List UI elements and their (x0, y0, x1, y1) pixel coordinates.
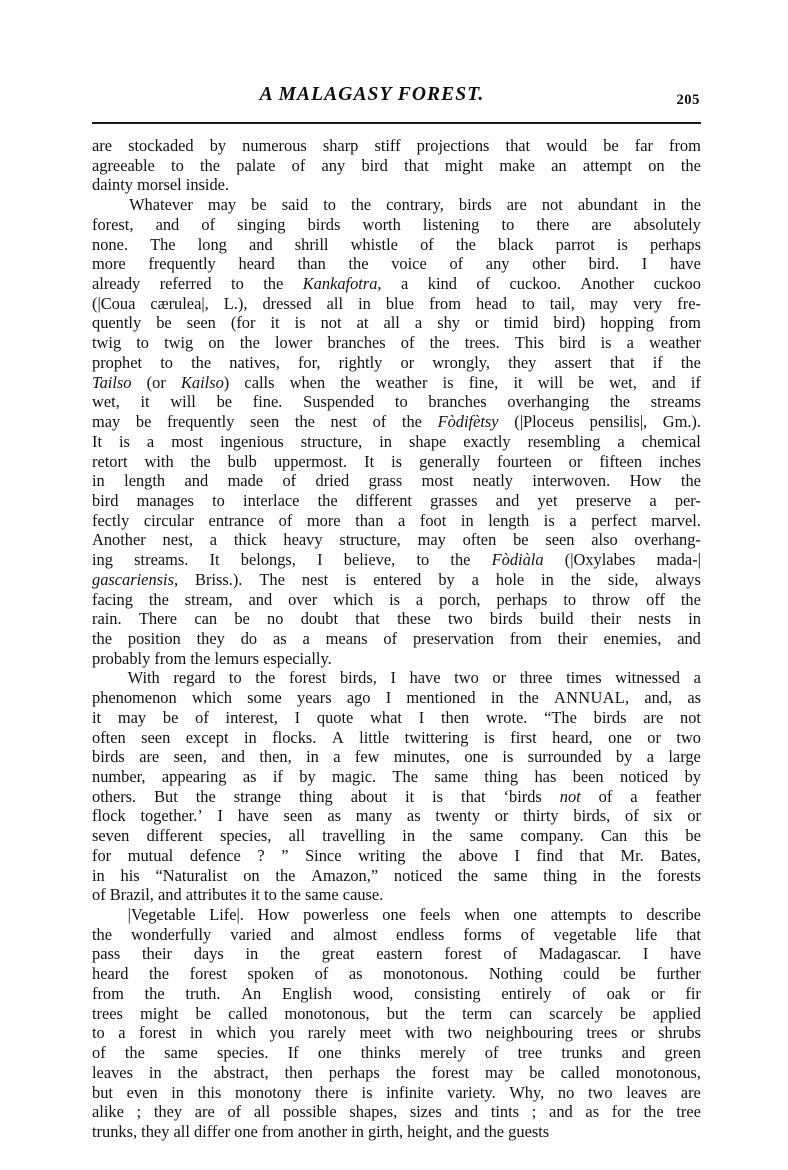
page-number: 205 (676, 92, 700, 108)
text-line: ing streams. It belongs, I believe, to the Fòdiàla (|Oxylabes mada-| (92, 550, 701, 570)
text-line: (|Coua cærulea|, L.), dressed all in blue from head to tail, may very fre- (92, 293, 701, 313)
text-line: agreeable to the palate of any bird that might make an attempt on the (92, 155, 701, 175)
paragraph (92, 136, 701, 195)
text-line: twig to twig on the lower branches of the trees. This bird is a weather (92, 333, 701, 353)
text-line: often seen except in flocks. A little twittering is first heard, one or two (92, 727, 701, 747)
text-line: heard the forest spoken of as monotonous. Nothing could be further (92, 964, 701, 984)
text-line: leaves in the abstract, then perhaps the forest may be called monotonous, (92, 1062, 701, 1082)
page-title: A MALAGASY FOREST. (259, 84, 485, 105)
text-line: are stockaded by numerous sharp stiff projections that would be far from (92, 136, 701, 155)
paragraph-indent (92, 905, 114, 925)
header-rule (92, 122, 701, 124)
paragraph-indent (92, 668, 114, 688)
text-line: of the same species. If one thinks merely of tree trunks and green (92, 1043, 701, 1063)
text-line: trunks, they all differ one from another in girth, height, and the guests (92, 1121, 550, 1141)
text-line: to a forest in which you rarely meet with two neighbouring trees or shrubs (92, 1023, 701, 1043)
text-line: none. The long and shrill whistle of the black parrot is perhaps (92, 234, 701, 254)
text-line: Whatever may be said to the contrary, birds are not abundant in the (92, 195, 701, 215)
text-line: dainty morsel inside. (92, 175, 230, 195)
text-line: it may be of interest, I quote what I then wrote. “The birds are not (92, 707, 701, 727)
text-line: already referred to the Kankafotra, a kind of cuckoo. Another cuckoo (92, 274, 701, 294)
text-line: probably from the lemurs especially. (92, 648, 332, 668)
text-line: may be frequently seen the nest of the Fòdifètsy (|Ploceus pensilis|, Gm.). (92, 412, 701, 432)
text-line: others. But the strange thing about it is that ‘birds not of a feather (92, 786, 701, 806)
text-line: in length and made of dried grass most neatly interwoven. How the (92, 471, 701, 491)
text-line: of Brazil, and attributes it to the same cause. (92, 885, 384, 905)
text-line: the wonderfully varied and almost endless forms of vegetable life that (92, 924, 701, 944)
text-line: fectly circular entrance of more than a foot in length is a perfect marvel. (92, 510, 701, 530)
text-line: in his “Naturalist on the Amazon,” noticed the same thing in the forests (92, 865, 701, 885)
text-line: for mutual defence ? ” Since writing the above I find that Mr. Bates, (92, 845, 701, 865)
paragraph (92, 668, 701, 905)
text-line: birds are seen, and then, in a few minutes, one is surrounded by a large (92, 747, 701, 767)
text-line: phenomenon which some years ago I mentioned in the ANNUAL, and, as (92, 688, 701, 708)
text-line: gascariensis, Briss.). The nest is entered by a hole in the side, always (92, 569, 701, 589)
text-line: the position they do as a means of preservation from their enemies, and (92, 628, 701, 648)
text-line: seven different species, all travelling in the same company. Can this be (92, 826, 701, 846)
text-line: trees might be called monotonous, but the term can scarcely be applied (92, 1003, 701, 1023)
text-line: more frequently heard than the voice of any other bird. I have (92, 254, 701, 274)
text-line: number, appearing as if by magic. The same thing has been noticed by (92, 767, 701, 786)
text-line: Another nest, a thick heavy structure, may often be seen also overhang- (92, 530, 701, 550)
text-line: quently be seen (for it is not at all a shy or timid bird) hopping from (92, 313, 701, 333)
paragraph (92, 195, 701, 668)
text-line: With regard to the forest birds, I have two or three times witnessed a (92, 668, 701, 688)
text-line: from the truth. An English wood, consisting entirely of oak or fir (92, 983, 701, 1003)
text-line: but even in this monotony there is infinite variety. Why, no two leaves are (92, 1082, 701, 1102)
text-line: retort with the bulb uppermost. It is generally fourteen or fifteen inches (92, 451, 701, 471)
text-line: It is a most ingenious structure, in shape exactly resembling a chemical (92, 431, 701, 451)
paragraph (92, 905, 701, 1142)
body-text (92, 136, 701, 1142)
text-line: rain. There can be no doubt that these two birds build their nests in (92, 609, 701, 629)
text-line: facing the stream, and over which is a porch, perhaps to throw off the (92, 589, 701, 609)
text-line: |Vegetable Life|. How powerless one feels when one attempts to describe (92, 905, 701, 925)
running-head (92, 84, 700, 114)
text-line: forest, and of singing birds worth listening to there are absolutely (92, 214, 701, 234)
text-line: pass their days in the great eastern forest of Madagascar. I have (92, 944, 701, 964)
text-line: prophet to the natives, for, rightly or wrongly, they assert that if the (92, 352, 701, 372)
text-line: flock together.’ I have seen as many as twenty or thirty birds, of six or (92, 806, 701, 826)
text-line: bird manages to interlace the different grasses and yet preserve a per- (92, 490, 701, 510)
text-line: wet, it will be fine. Suspended to branches overhanging the streams (92, 392, 701, 412)
text-line: Tailso (or Kailso) calls when the weather is fine, it will be wet, and if (92, 372, 701, 392)
paragraph-indent (92, 195, 114, 215)
text-line: alike ; they are of all possible shapes, sizes and tints ; and as for the tree (92, 1102, 701, 1122)
